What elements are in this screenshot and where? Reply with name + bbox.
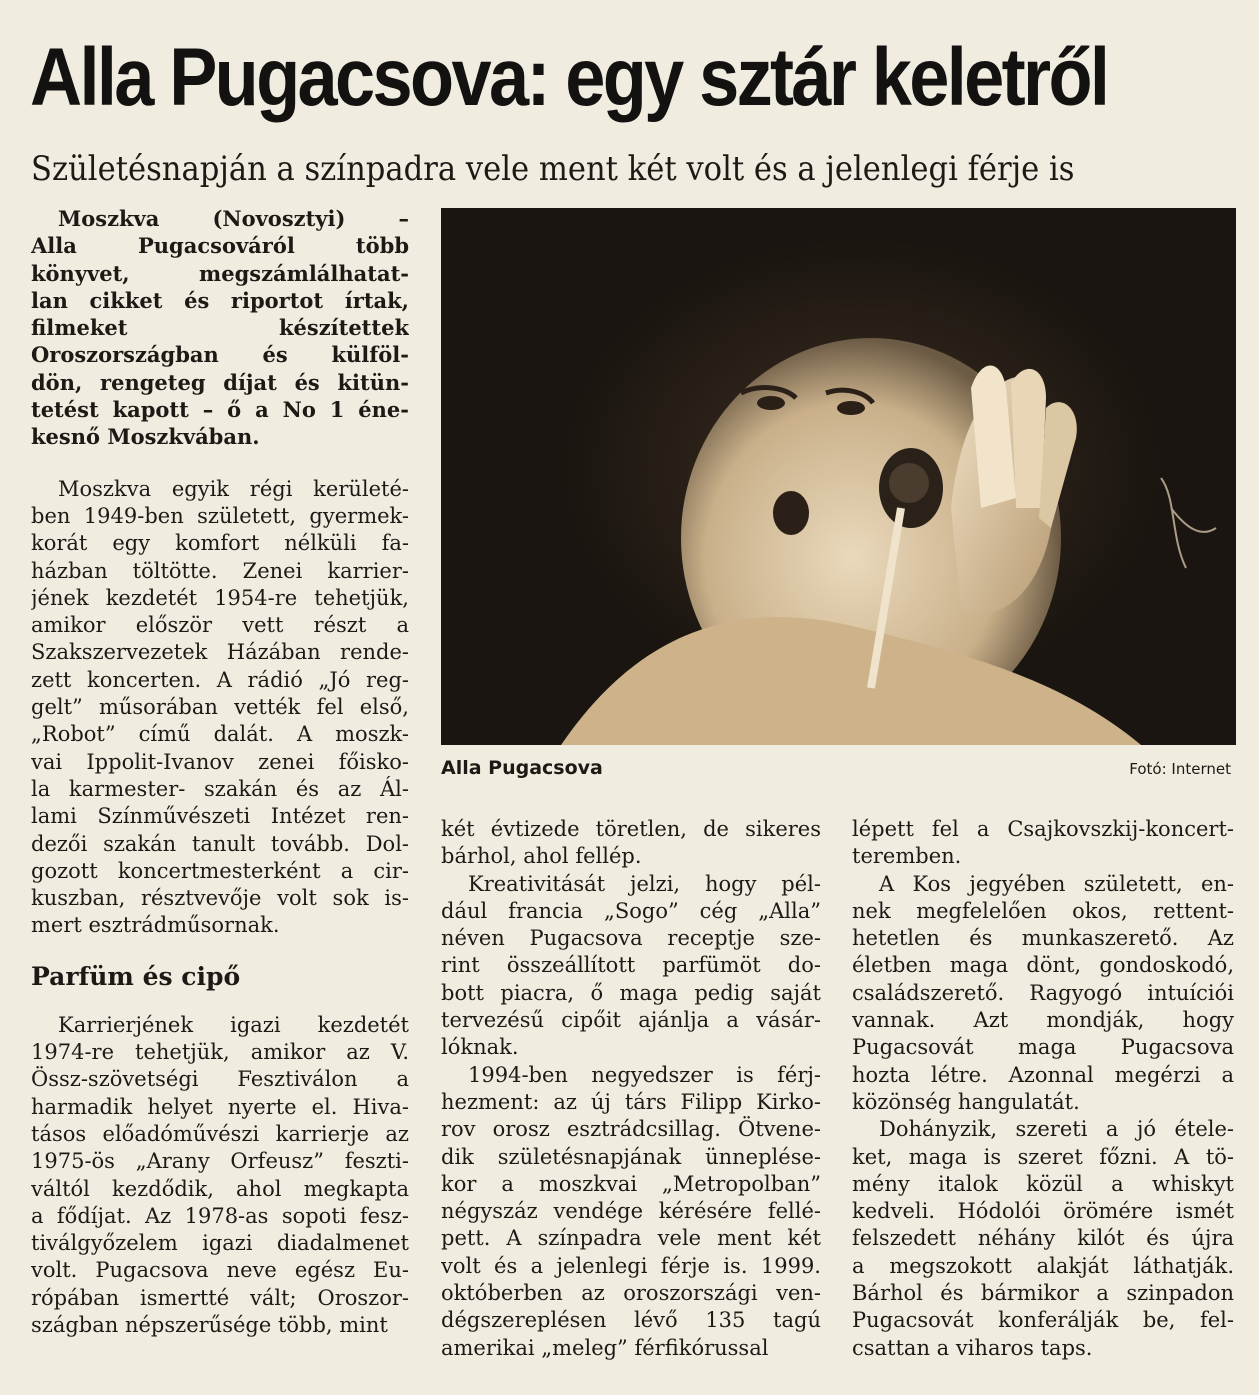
- text-line: váltól kezdődik, ahol megkapta: [31, 1176, 409, 1201]
- text-line: dégszereplésen lévő 135 tagú: [441, 1308, 821, 1333]
- text-line: amerikai „meleg” férfikórussal: [441, 1335, 769, 1360]
- text-line: tetést kapott – ő a No 1 éne-: [31, 397, 409, 423]
- text-line: amikor először vett részt a: [31, 613, 409, 638]
- text-line: szágban népszerűsége több, mint: [31, 1312, 388, 1337]
- text-line: kedveli. Hódolói örömére ismét: [852, 1199, 1234, 1224]
- text-line: közönség hangulatát.: [852, 1089, 1080, 1114]
- text-line: la karmester- szakán és az Ál-: [31, 776, 409, 801]
- text-line: lépett fel a Csajkovszkij-koncert-: [852, 817, 1234, 841]
- text-line: néven Pugacsova receptje sze-: [441, 926, 821, 951]
- text-line: ket, maga is szeret főzni. A tö-: [852, 1144, 1234, 1169]
- text-line: hozta létre. Azonnal megérzi a: [852, 1062, 1234, 1087]
- text-line: csattan a viharos taps.: [852, 1335, 1093, 1360]
- text-line: dezői szakán tanult tovább. Dol-: [31, 831, 409, 856]
- lead-paragraph: [31, 205, 409, 451]
- photo-caption: Alla Pugacsova: [441, 757, 603, 779]
- text-line: lóknak.: [441, 1035, 519, 1060]
- text-line: gelt” műsorában vették fel első,: [31, 695, 409, 720]
- text-line: tervezésű cipőit ajánlja a vásár-: [441, 1008, 821, 1033]
- text-line: teremben.: [852, 844, 962, 869]
- body-paragraph-1: [31, 476, 409, 940]
- text-line: bott piacra, ő maga pedig saját: [441, 980, 821, 1005]
- section-title: Parfüm és cipő: [31, 961, 241, 991]
- text-line: Kreativitását jelzi, hogy pél-: [468, 871, 821, 896]
- text-line: 1975-ös „Arany Orfeusz” feszti-: [31, 1149, 409, 1174]
- text-line: korát egy komfort nélküli fa-: [31, 531, 409, 556]
- text-line: zett koncerten. A rádió „Jó reg-: [31, 667, 409, 692]
- text-line: négyszáz vendége kérésére fellé-: [441, 1199, 821, 1224]
- subhead: Születésnapján a színpadra vele ment két volt és a jelenlegi férje is: [31, 149, 1075, 189]
- text-line: kesnő Moszkvában.: [31, 424, 260, 450]
- text-line: Össz-szövetségi Fesztiválon a: [31, 1067, 409, 1092]
- photo-credit: Fotó: Internet: [1129, 760, 1231, 778]
- text-line: lami Színművészeti Intézet ren-: [31, 804, 409, 829]
- text-line: mert esztrádműsornak.: [31, 913, 280, 938]
- text-line: októberben az oroszországi ven-: [441, 1281, 821, 1306]
- text-line: filmeket készítettek: [31, 315, 409, 341]
- text-line: bárhol, ahol fellép.: [441, 844, 642, 869]
- text-line: vannak. Azt mondják, hogy: [852, 1008, 1234, 1033]
- text-line: rópában ismertté vált; Oroszor-: [31, 1285, 409, 1310]
- column-3: [852, 816, 1234, 1362]
- text-line: a megszokott alakját láthatják.: [852, 1253, 1234, 1278]
- column-1: [31, 205, 409, 1339]
- text-line: könyvet, megszámlálhatat-: [31, 260, 409, 286]
- text-line: dik születésnapjának ünneplése-: [441, 1144, 821, 1169]
- text-line: Szakszervezetek Házában rende-: [31, 640, 409, 665]
- text-line: Karrierjének igazi kezdetét: [58, 1012, 409, 1037]
- headline: Alla Pugacsova: egy sztár keletről: [30, 32, 1108, 123]
- text-line: kuszban, résztvevője volt sok is-: [31, 886, 409, 911]
- text-line: házban töltötte. Zenei karrier-: [31, 558, 409, 583]
- text-line: hetetlen és munkaszerető. Az: [852, 926, 1234, 951]
- text-line: volt. Pugacsova neve egész Eu-: [31, 1258, 409, 1283]
- text-line: Pugacsovát maga Pugacsova: [852, 1035, 1234, 1060]
- text-line: 1974-re tehetjük, amikor az V.: [31, 1040, 409, 1065]
- text-line: Moszkva egyik régi kerületé-: [58, 476, 409, 501]
- text-line: Dohányzik, szereti a jó étele-: [879, 1117, 1234, 1142]
- text-line: jének kezdetét 1954-re tehetjük,: [31, 585, 409, 610]
- text-line: gozott koncertmesterként a cir-: [31, 858, 409, 883]
- text-line: Moszkva (Novosztyi) –: [58, 206, 409, 231]
- text-line: volt és a jelenlegi férje is. 1999.: [441, 1253, 821, 1278]
- text-line: a fődíjat. Az 1978-as sopoti fesz-: [31, 1203, 409, 1228]
- text-line: rov orosz esztrádcsillag. Ötvene-: [441, 1117, 821, 1142]
- text-line: dön, rengeteg díjat és kitün-: [31, 369, 409, 395]
- text-line: lan cikket és riportot írtak,: [31, 287, 409, 313]
- text-line: vai Ippolit-Ivanov zenei főisko-: [31, 749, 409, 774]
- text-line: hezment: az új társ Filipp Kirko-: [441, 1089, 821, 1114]
- text-line: 1994-ben negyedszer is férj-: [468, 1062, 821, 1087]
- body-paragraph-4: [852, 816, 1234, 1362]
- text-line: két évtizede töretlen, de sikeres: [441, 817, 821, 841]
- body-paragraph-2: [31, 1012, 409, 1340]
- column-2: [441, 816, 821, 1362]
- text-line: Alla Pugacsováról több: [31, 233, 409, 259]
- text-line: ben 1949-ben született, gyermek-: [31, 503, 409, 528]
- text-line: tiválgyőzelem igazi diadalmenet: [31, 1231, 409, 1256]
- text-line: Oroszországban és külföl-: [31, 342, 409, 368]
- text-line: dául francia „Sogo” cég „Alla”: [441, 898, 821, 923]
- text-line: harmadik helyet nyerte el. Hiva-: [31, 1094, 409, 1119]
- text-line: életben maga dönt, gondoskodó,: [852, 953, 1234, 978]
- text-line: Pugacsovát konferálják be, fel-: [852, 1308, 1234, 1333]
- text-line: rint összeállított parfümöt do-: [441, 953, 821, 978]
- text-line: kor a moszkvai „Metropolban”: [441, 1171, 821, 1196]
- text-line: Bárhol és bármikor a szinpadon: [852, 1281, 1234, 1306]
- text-line: pett. A színpadra vele ment két: [441, 1226, 821, 1251]
- text-line: A Kos jegyében született, en-: [879, 871, 1234, 896]
- text-line: „Robot” című dalát. A moszk-: [31, 722, 409, 747]
- text-line: felszedett néhány kilót és újra: [852, 1226, 1234, 1251]
- text-line: családszerető. Ragyogó intuíciói: [852, 980, 1234, 1005]
- photo-alla-pugacsova: [441, 208, 1236, 745]
- text-line: mény italok közül a whiskyt: [852, 1171, 1234, 1196]
- text-line: tásos előadóművészi karrierje az: [31, 1121, 409, 1146]
- text-line: nek megfelelően okos, rettent-: [852, 898, 1234, 923]
- body-paragraph-3: [441, 816, 821, 1362]
